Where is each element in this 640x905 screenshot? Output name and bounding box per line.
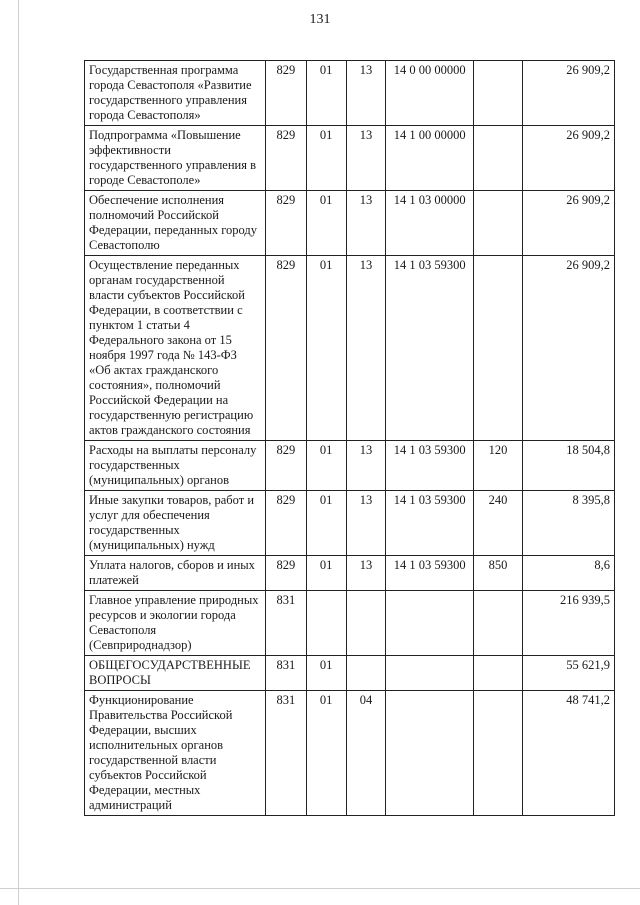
budget-table [84, 60, 615, 816]
row-admin-code: 831 [266, 591, 306, 656]
row-section: 01 [306, 656, 346, 691]
row-section: 01 [306, 191, 346, 256]
row-amount: 26 909,2 [522, 256, 614, 441]
row-section: 01 [306, 491, 346, 556]
row-target-article: 14 1 03 59300 [386, 256, 474, 441]
table-row [85, 591, 615, 656]
row-amount: 48 741,2 [522, 691, 614, 816]
table-row [85, 491, 615, 556]
row-section: 01 [306, 61, 346, 126]
budget-table-body [85, 61, 615, 816]
row-name: Главное управление природных ресурсов и экологии города Севастополя (Севприроднадзор) [85, 591, 266, 656]
row-section: 01 [306, 126, 346, 191]
page-number: 131 [309, 12, 331, 27]
row-subsection: 04 [346, 691, 385, 816]
row-name: Иные закупки товаров, работ и услуг для обеспечения государственных (муниципальных) нужд [85, 491, 266, 556]
row-amount: 26 909,2 [522, 126, 614, 191]
row-name: Расходы на выплаты персоналу государственных (муниципальных) органов [85, 441, 266, 491]
row-subsection: 13 [346, 61, 385, 126]
row-target-article: 14 1 03 00000 [386, 191, 474, 256]
row-name: Государственная программа города Севастополя «Развитие государственного управления города Севастополя» [85, 61, 266, 126]
row-subsection [346, 656, 385, 691]
row-admin-code: 829 [266, 441, 306, 491]
row-admin-code: 829 [266, 191, 306, 256]
row-subsection: 13 [346, 126, 385, 191]
row-subsection: 13 [346, 191, 385, 256]
scan-edge-left [18, 0, 19, 905]
row-section: 01 [306, 256, 346, 441]
row-amount: 55 621,9 [522, 656, 614, 691]
table-row [85, 191, 615, 256]
table-row [85, 126, 615, 191]
row-amount: 8,6 [522, 556, 614, 591]
row-amount: 216 939,5 [522, 591, 614, 656]
row-admin-code: 829 [266, 556, 306, 591]
row-expense-type [474, 691, 523, 816]
row-admin-code: 829 [266, 256, 306, 441]
row-amount: 8 395,8 [522, 491, 614, 556]
row-name: Подпрограмма «Повышение эффективности государственного управления в городе Севастополе» [85, 126, 266, 191]
row-amount: 18 504,8 [522, 441, 614, 491]
row-subsection: 13 [346, 556, 385, 591]
table-row [85, 441, 615, 491]
row-name: Функционирование Правительства Российской Федерации, высших исполнительных органов государственной власти субъектов Российской Федерации, местных администраций [85, 691, 266, 816]
row-subsection: 13 [346, 491, 385, 556]
table-row [85, 61, 615, 126]
row-target-article: 14 1 03 59300 [386, 491, 474, 556]
row-admin-code: 829 [266, 126, 306, 191]
row-name: Уплата налогов, сборов и иных платежей [85, 556, 266, 591]
row-expense-type: 240 [474, 491, 523, 556]
row-subsection: 13 [346, 441, 385, 491]
row-section: 01 [306, 691, 346, 816]
row-expense-type: 120 [474, 441, 523, 491]
row-admin-code: 829 [266, 491, 306, 556]
row-target-article: 14 1 00 00000 [386, 126, 474, 191]
row-section: 01 [306, 441, 346, 491]
row-expense-type: 850 [474, 556, 523, 591]
row-target-article [386, 591, 474, 656]
row-subsection: 13 [346, 256, 385, 441]
row-amount: 26 909,2 [522, 61, 614, 126]
row-target-article: 14 1 03 59300 [386, 556, 474, 591]
row-admin-code: 831 [266, 691, 306, 816]
row-expense-type [474, 591, 523, 656]
row-section [306, 591, 346, 656]
row-expense-type [474, 256, 523, 441]
row-name: ОБЩЕГОСУДАРСТВЕННЫЕ ВОПРОСЫ [85, 656, 266, 691]
row-amount: 26 909,2 [522, 191, 614, 256]
row-target-article [386, 691, 474, 816]
table-row [85, 691, 615, 816]
row-target-article: 14 1 03 59300 [386, 441, 474, 491]
row-name: Обеспечение исполнения полномочий Российской Федерации, переданных городу Севастополю [85, 191, 266, 256]
row-admin-code: 829 [266, 61, 306, 126]
row-expense-type [474, 61, 523, 126]
table-row [85, 256, 615, 441]
row-name: Осуществление переданных органам государственной власти субъектов Российской Федерации, в соответствии с пунктом 1 статьи 4 Федерального закона от 15 ноября 1997 года № 143-ФЗ «Об актах гражданского состояния», полномочий Российской Федерации на государственную регистрацию актов гражданского состояния [85, 256, 266, 441]
scan-edge-bottom [0, 888, 640, 889]
row-expense-type [474, 656, 523, 691]
row-section: 01 [306, 556, 346, 591]
row-expense-type [474, 191, 523, 256]
row-admin-code: 831 [266, 656, 306, 691]
table-row [85, 656, 615, 691]
row-target-article: 14 0 00 00000 [386, 61, 474, 126]
row-subsection [346, 591, 385, 656]
row-target-article [386, 656, 474, 691]
row-expense-type [474, 126, 523, 191]
table-row [85, 556, 615, 591]
